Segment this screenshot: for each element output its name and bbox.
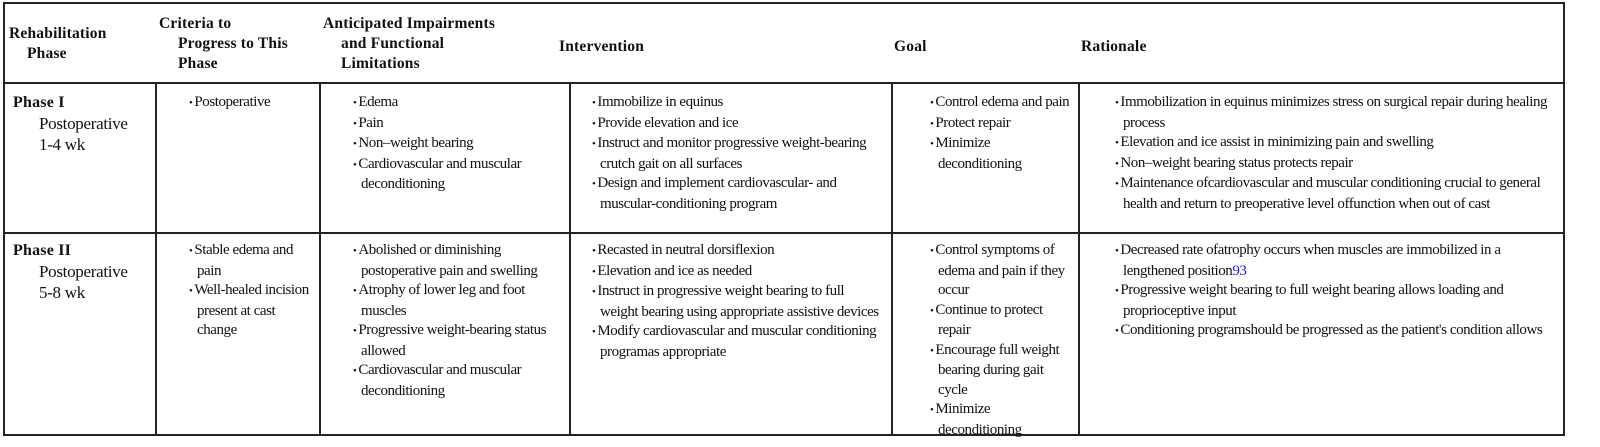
list-item: • Abolished or diminishing postoperative pain and swelling [353, 241, 553, 281]
header-criteria [159, 14, 288, 74]
list-item [1115, 241, 1560, 281]
header-goal: Goal [894, 38, 927, 55]
list-item: • Minimize deconditioning [930, 134, 1070, 174]
header-line: Progress to This [178, 35, 288, 52]
list-item: • Stable edema and pain [189, 241, 311, 281]
phase-subtitle: Postoperative [39, 262, 128, 281]
header-phase [9, 24, 107, 64]
goal-list [930, 93, 1070, 174]
list-item: • Cardiovascular and muscular deconditioning [353, 361, 553, 401]
header-line: Anticipated Impairments [323, 15, 496, 32]
header-line: Criteria to [159, 15, 232, 32]
header-intervention: Intervention [559, 38, 645, 55]
header-line: and Functional [341, 35, 445, 52]
list-item: • Postoperative [189, 93, 314, 114]
list-item: • Encourage full weight bearing during gait cycle [930, 341, 1073, 401]
list-item: • Elevation and ice assist in minimizing pain and swelling [1115, 133, 1560, 154]
list-item: • Non–weight bearing [353, 134, 558, 155]
header-line: Rehabilitation [9, 25, 107, 42]
list-item: • Non–weight bearing status protects repair [1115, 154, 1560, 175]
rationale-list [1115, 241, 1560, 342]
column-divider [319, 82, 321, 434]
impairments-list [353, 93, 558, 195]
list-item: • Instruct in progressive weight bearing to full weight bearing using appropriate assistive devices [592, 282, 884, 322]
list-item-text: Decreased rate ofatrophy occurs when muscles are immobilized in a lengthened position [1120, 242, 1501, 279]
phase-title: Phase II [13, 242, 72, 259]
reference-link[interactable]: 93 [1232, 262, 1247, 279]
phase-cell [13, 241, 153, 303]
header-line: Phase [27, 45, 67, 62]
list-item: • Instruct and monitor progressive weight-bearing crutch gait on all surfaces [592, 134, 884, 174]
phase-duration: 5-8 wk [39, 283, 85, 302]
row-divider [5, 82, 1563, 84]
list-item: • Immobilize in equinus [592, 93, 884, 114]
phase-cell [13, 93, 153, 155]
list-item: • Cardiovascular and muscular deconditioning [353, 155, 558, 195]
column-divider [891, 82, 893, 434]
list-item: • Protect repair [930, 114, 1070, 135]
list-item: • Control symptoms of edema and pain if they occur [930, 241, 1073, 301]
header-impairments [323, 14, 495, 74]
list-item: • Continue to protect repair [930, 301, 1073, 341]
rehabilitation-table [3, 2, 1565, 436]
intervention-list [592, 93, 884, 214]
phase-subtitle: Postoperative [39, 114, 128, 133]
list-item: • Recasted in neutral dorsiflexion [592, 241, 884, 262]
list-item: • Maintenance ofcardiovascular and muscular conditioning crucial to general health and return to preoperative level offunction when out of cast [1115, 174, 1560, 214]
phase-title: Phase I [13, 94, 65, 111]
list-item: • Control edema and pain [930, 93, 1070, 114]
impairments-list [353, 241, 553, 401]
header-line: Limitations [341, 55, 420, 72]
phase-duration: 1-4 wk [39, 135, 85, 154]
row-divider [5, 232, 1563, 234]
list-item: • Progressive weight-bearing status allowed [353, 321, 553, 361]
intervention-list [592, 241, 884, 362]
list-item: • Modify cardiovascular and muscular conditioning programas appropriate [592, 322, 884, 362]
list-item: • Elevation and ice as needed [592, 262, 884, 283]
list-item: • Immobilization in equinus minimizes stress on surgical repair during healing process [1115, 93, 1560, 133]
list-item: • Atrophy of lower leg and foot muscles [353, 281, 553, 321]
goal-list [930, 241, 1073, 440]
rationale-list [1115, 93, 1560, 214]
criteria-list [189, 93, 314, 114]
list-item: • Design and implement cardiovascular- and muscular-conditioning program [592, 174, 884, 214]
list-item: • Progressive weight bearing to full weight bearing allows loading and proprioceptive input [1115, 281, 1560, 321]
list-item: • Minimize deconditioning [930, 400, 1073, 440]
list-item: • Provide elevation and ice [592, 114, 884, 135]
header-rationale: Rationale [1081, 38, 1147, 55]
header-line: Phase [178, 55, 218, 72]
list-item: • Well-healed incision present at cast change [189, 281, 311, 341]
column-divider [569, 82, 571, 434]
column-divider [1078, 82, 1080, 434]
list-item: • Conditioning programshould be progressed as the patient's condition allows [1115, 321, 1560, 342]
list-item: • Edema [353, 93, 558, 114]
criteria-list [189, 241, 311, 341]
list-item: • Pain [353, 114, 558, 135]
column-divider [155, 82, 157, 434]
